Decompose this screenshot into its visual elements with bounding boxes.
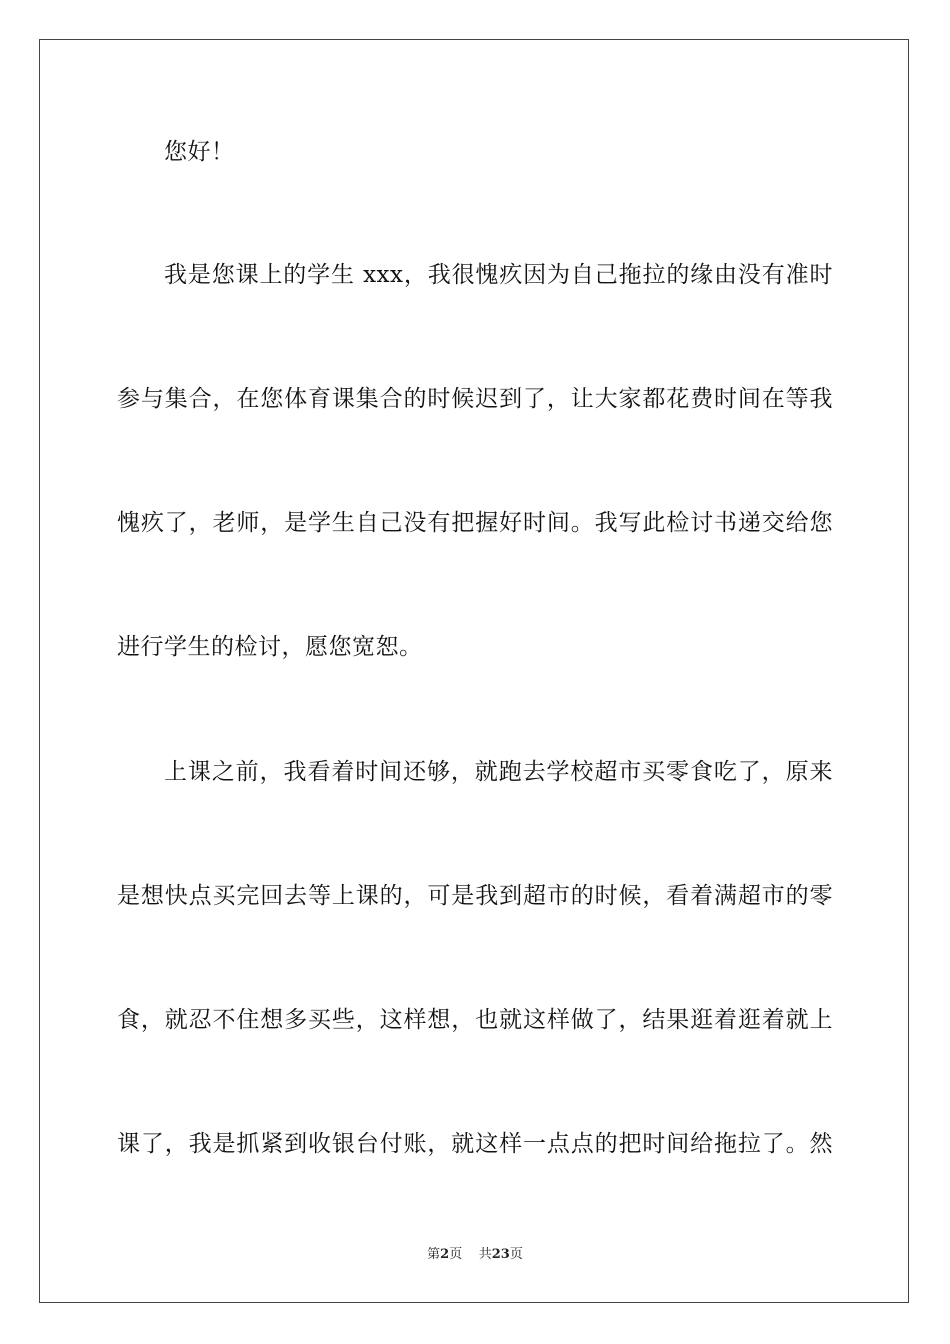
page-footer: [0, 1246, 950, 1264]
paragraph-2-line-3: 食，就忍不住想多买些，这样想，也就这样做了，结果逛着逛着就上: [117, 1007, 833, 1033]
page-prefix: 第: [427, 1247, 441, 1262]
greeting-line: 您好！: [164, 139, 235, 165]
paragraph-2-line-1: 上课之前，我看着时间还够，就跑去学校超市买零食吃了，原来: [164, 759, 833, 785]
page-number: 2: [440, 1247, 450, 1262]
total-suffix: 页: [509, 1247, 523, 1262]
paragraph-1-line-2: 参与集合，在您体育课集合的时候迟到了，让大家都花费时间在等我: [117, 386, 833, 412]
paragraph-1-line-1: 我是您课上的学生 xxx，我很愧疚因为自己拖拉的缘由没有准时: [164, 262, 833, 288]
page-border: [39, 39, 909, 1303]
total-prefix: 共: [478, 1247, 492, 1262]
total-pages: 23: [491, 1247, 510, 1262]
paragraph-1-line-4: 进行学生的检讨，愿您宽恕。: [117, 634, 423, 660]
paragraph-1-line-3: 愧疚了，老师，是学生自己没有把握好时间。我写此检讨书递交给您: [117, 510, 833, 536]
page-suffix: 页: [449, 1247, 463, 1262]
paragraph-2-line-2: 是想快点买完回去等上课的，可是我到超市的时候，看着满超市的零: [117, 883, 833, 909]
paragraph-2-line-4: 课了，我是抓紧到收银台付账，就这样一点点的把时间给拖拉了。然: [117, 1131, 833, 1157]
